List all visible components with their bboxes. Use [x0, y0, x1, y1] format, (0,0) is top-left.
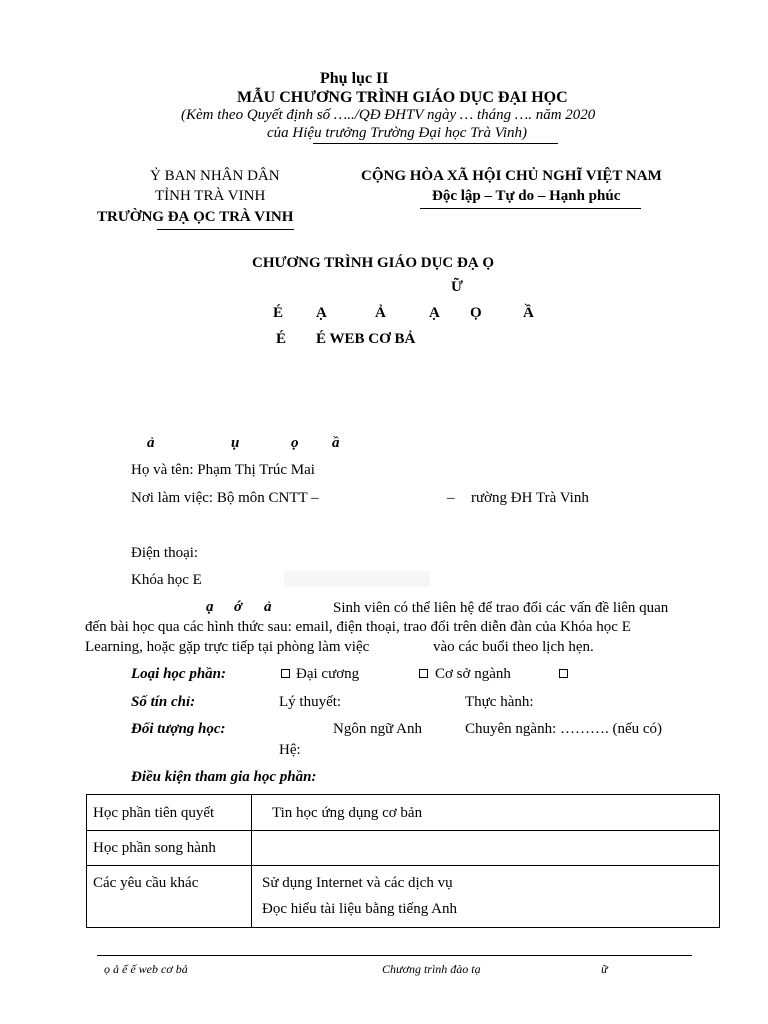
- footer-rule: [97, 955, 692, 956]
- footer-center: Chương trình đào tạ: [382, 962, 481, 976]
- lecturer-heading-char3: ọ: [291, 435, 299, 451]
- program-line2: Ữ: [451, 279, 463, 295]
- checkbox-foundation[interactable]: [419, 669, 428, 678]
- audience-specialization: Chuyên ngành: ………. (nếu có): [465, 721, 663, 737]
- corequisite-label: Học phần song hành: [93, 840, 216, 856]
- table-row: [87, 795, 720, 831]
- lecturer-workplace: Nơi làm việc: Bộ môn CNTT –: [131, 490, 319, 506]
- audience-major: Ngôn ngữ Anh: [333, 721, 422, 737]
- conditions-table: [86, 794, 720, 928]
- contact-label-char1: ạ: [206, 599, 214, 615]
- program-line3-char2: Ạ: [316, 305, 327, 321]
- program-line3-char6: Ầ: [523, 305, 534, 321]
- corequisite-value: [252, 831, 719, 840]
- footer-right: ữ: [601, 962, 608, 976]
- lecturer-heading-char2: ụ: [231, 435, 240, 451]
- appendix-title: Phụ lục II: [320, 70, 389, 87]
- redacted-area: [284, 571, 430, 587]
- province-name: TỈNH TRÀ VINH: [155, 188, 266, 204]
- program-line3-char3: Ả: [375, 305, 386, 321]
- credits-theory: Lý thuyết:: [279, 694, 342, 710]
- country-name: CỘNG HÒA XÃ HỘI CHỦ NGHĨ VIỆT NAM: [361, 168, 662, 184]
- appendix-underline: [313, 143, 558, 144]
- appendix-note-line2: của Hiệu trưởng Trường Đại học Trà Vinh): [267, 125, 528, 141]
- footer-left: ọ ả ế ế web cơ bả: [104, 962, 188, 976]
- other-requirement-2: Đọc hiểu tài liệu bằng tiếng Anh: [262, 901, 457, 917]
- program-line3-char5: Ọ: [470, 305, 482, 321]
- prerequisite-label: Học phần tiên quyết: [93, 805, 215, 821]
- program-title: CHƯƠNG TRÌNH GIÁO DỤC ĐẠ Ọ: [252, 255, 495, 271]
- table-row: [87, 866, 720, 928]
- lecturer-phone: Điện thoại:: [131, 545, 199, 561]
- prerequisite-value: Tin học ứng dụng cơ bản: [272, 805, 423, 821]
- table-cell-label: [87, 831, 252, 866]
- program-line3-char4: Ạ: [429, 305, 440, 321]
- lecturer-workplace-dash: –: [447, 490, 455, 506]
- lecturer-course: Khóa học E: [131, 572, 202, 588]
- contact-text-line3: Learning, hoặc gặp trực tiếp tại phòng làm việc: [85, 639, 370, 655]
- motto-underline: [420, 208, 641, 209]
- program-line4-b: É WEB CƠ BẢ: [316, 331, 416, 347]
- table-cell-value: [252, 866, 720, 928]
- university-name: TRƯỜNG ĐẠ ỌC TRÀ VINH: [97, 209, 294, 225]
- table-cell-label: [87, 866, 252, 928]
- checkbox-specialized[interactable]: [559, 669, 568, 678]
- table-cell-value: [252, 831, 720, 866]
- university-underline: [157, 229, 294, 230]
- other-requirement-1: Sử dụng Internet và các dịch vụ: [262, 875, 453, 891]
- lecturer-heading-char4: ầ: [332, 435, 340, 451]
- audience-system: Hệ:: [279, 742, 301, 758]
- committee-name: Ỷ BAN NHÂN DÂN: [150, 168, 280, 184]
- lecturer-name: Họ và tên: Phạm Thị Trúc Mai: [131, 462, 315, 478]
- appendix-subtitle: MẪU CHƯƠNG TRÌNH GIÁO DỤC ĐẠI HỌC: [237, 89, 568, 106]
- contact-text-line3-end: vào các buổi theo lịch hẹn.: [433, 639, 594, 655]
- audience-label: Đối tượng học:: [131, 721, 226, 737]
- table-cell-label: [87, 795, 252, 831]
- checkbox-general[interactable]: [281, 669, 290, 678]
- credits-practice: Thực hành:: [465, 694, 534, 710]
- motto: Độc lập – Tự do – Hạnh phúc: [432, 188, 621, 204]
- lecturer-heading-char1: ả: [147, 435, 155, 451]
- course-type-foundation: Cơ sở ngành: [435, 666, 511, 682]
- contact-label-char3: ả: [264, 599, 272, 615]
- credits-label: Số tín chỉ:: [131, 694, 196, 710]
- lecturer-workplace-school: rường ĐH Trà Vinh: [471, 490, 589, 506]
- table-row: [87, 831, 720, 866]
- contact-label-char2: ớ: [234, 599, 243, 615]
- other-requirements-label: Các yêu cầu khác: [93, 875, 199, 891]
- program-line4-a: É: [276, 331, 287, 347]
- course-type-label: Loại học phần:: [131, 666, 227, 682]
- contact-text-line1: Sinh viên có thể liên hệ để trao đổi các vấn đề liên quan: [333, 600, 669, 616]
- appendix-note-line1: (Kèm theo Quyết định số …../QĐ ĐHTV ngày … tháng …. năm 2020: [181, 107, 596, 123]
- contact-text-line2: đến bài học qua các hình thức sau: email, điện thoại, trao đổi trên diễn đàn của Khóa học E: [85, 619, 631, 635]
- table-cell-value: [252, 795, 720, 831]
- program-line3-char1: É: [273, 305, 284, 321]
- conditions-heading: Điều kiện tham gia học phần:: [131, 769, 317, 785]
- course-type-general: Đại cương: [296, 666, 360, 682]
